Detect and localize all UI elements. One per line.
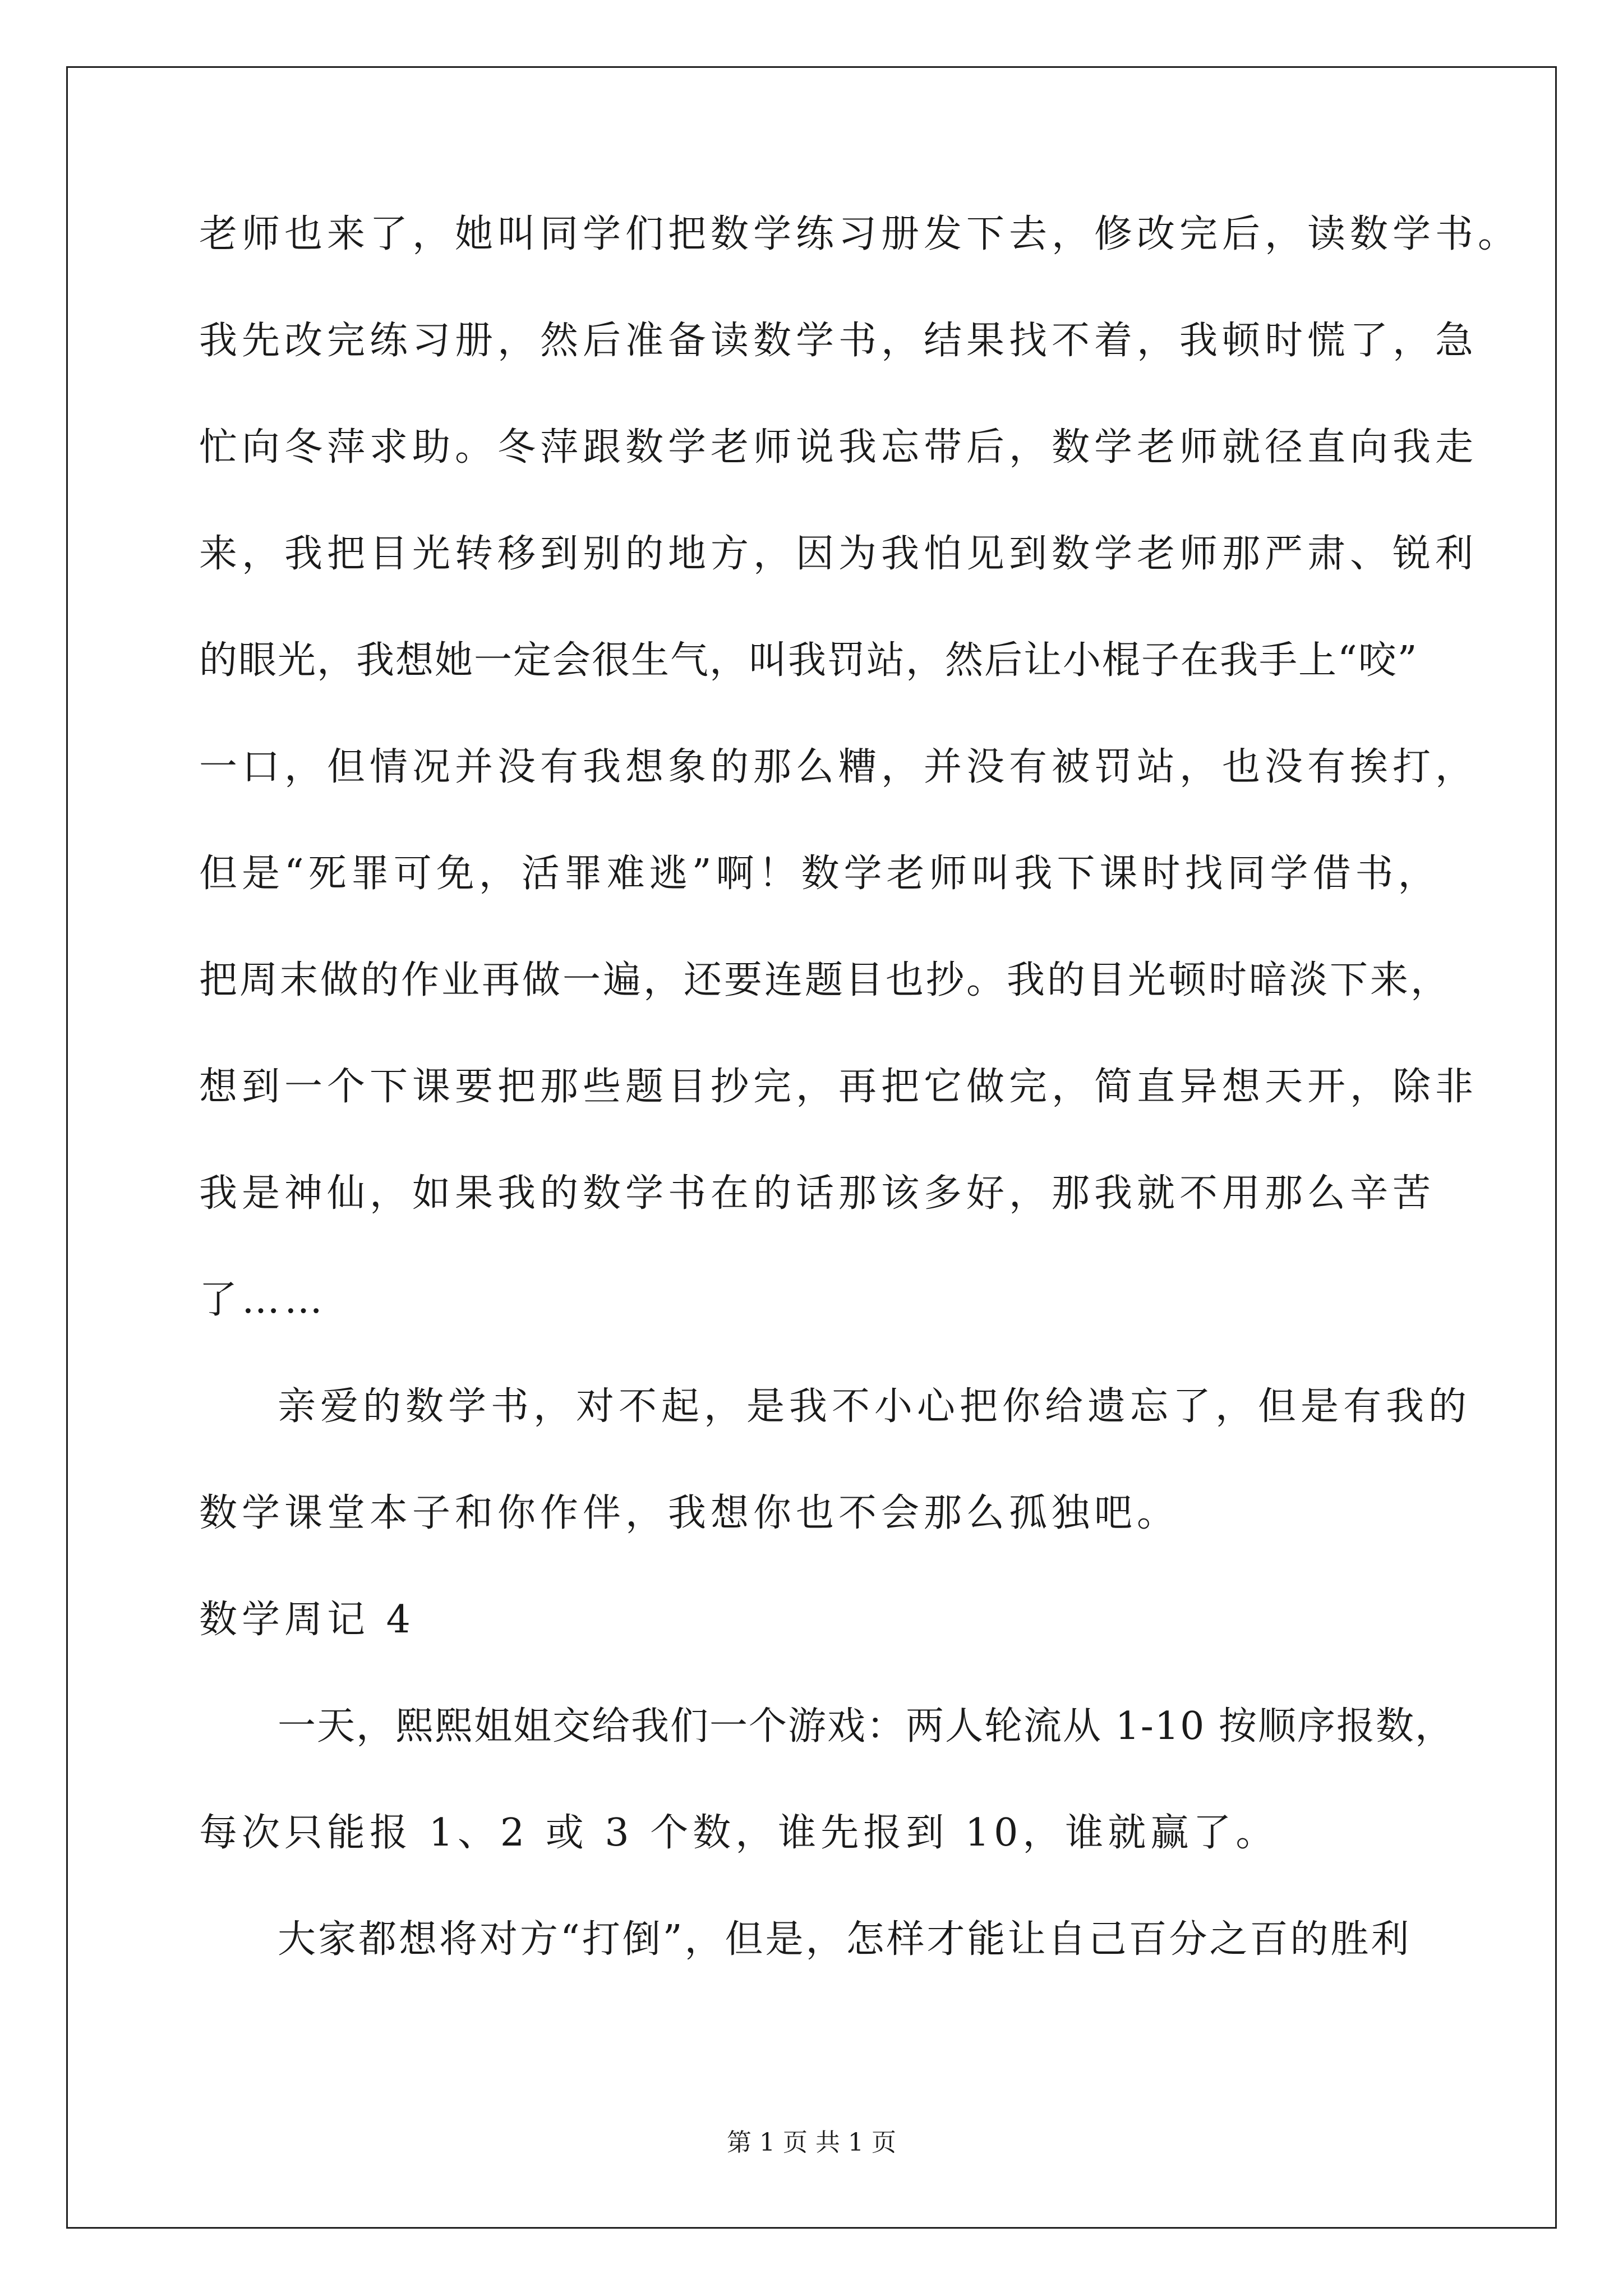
- text-line: 把周末做的作业再做一遍，还要连题目也抄。我的目光顿时暗淡下来，: [199, 958, 1451, 1002]
- paragraph-first-line: 一天，熙熙姐姐交给我们一个游戏：两人轮流从 1-10 按顺序报数，: [278, 1704, 1454, 1749]
- text-line: 了……: [199, 1278, 328, 1322]
- section-heading: 数学周记 4: [199, 1598, 415, 1642]
- text-line: 来，我把目光转移到别的地方，因为我怕见到数学老师那严肃、锐利: [199, 532, 1478, 576]
- text-line: 每次只能报 1、2 或 3 个数，谁先报到 10，谁就赢了。: [199, 1811, 1279, 1855]
- text-line: 一口，但情况并没有我想象的那么糟，并没有被罚站，也没有挨打，: [199, 745, 1478, 789]
- document-body: [199, 208, 1521, 2019]
- text-line: 老师也来了，她叫同学们把数学练习册发下去，修改完后，读数学书。: [199, 212, 1521, 256]
- text-line: 的眼光，我想她一定会很生气，叫我罚站，然后让小棍子在我手上“咬”: [199, 638, 1418, 683]
- paragraph-first-line: 大家都想将对方“打倒”，但是，怎样才能让自己百分之百的胜利: [278, 1917, 1412, 1962]
- text-line: 但是“死罪可免，活罪难逃”啊！数学老师叫我下课时找同学借书，: [199, 852, 1441, 896]
- text-line: 想到一个下课要把那些题目抄完，再把它做完，简直异想天开，除非: [199, 1065, 1478, 1109]
- text-line: 我是神仙，如果我的数学书在的话那该多好，那我就不用那么辛苦: [199, 1171, 1436, 1216]
- paragraph-first-line: 亲爱的数学书，对不起，是我不小心把你给遗忘了，但是有我的: [278, 1384, 1472, 1429]
- text-line: 忙向冬萍求助。冬萍跟数学老师说我忘带后，数学老师就径直向我走: [199, 425, 1478, 470]
- text-line: 数学课堂本子和你作伴，我想你也不会那么孤独吧。: [199, 1491, 1180, 1535]
- text-line: 我先改完练习册，然后准备读数学书，结果找不着，我顿时慌了，急: [199, 319, 1478, 363]
- page-footer: 第 1 页 共 1 页: [727, 2128, 896, 2157]
